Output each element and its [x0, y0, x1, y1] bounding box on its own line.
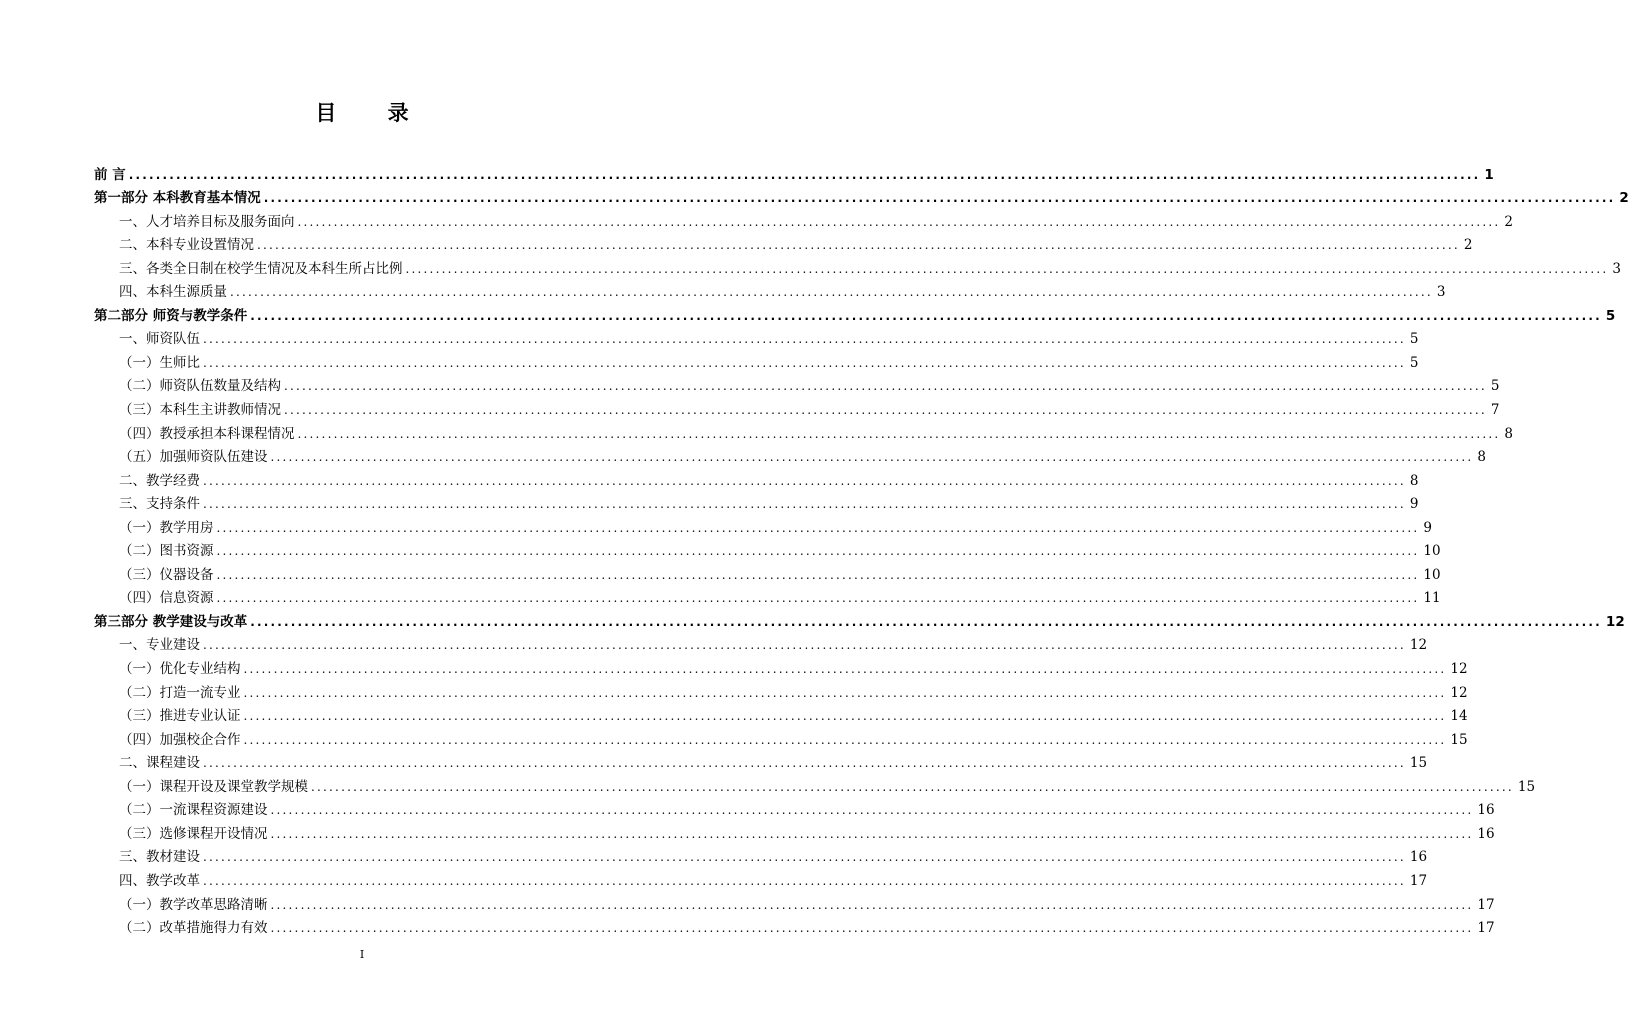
toc-entry-label: （一）优化专业结构 — [119, 661, 241, 678]
toc-entry-label: 第三部分 教学建设与改革 — [94, 613, 248, 630]
toc-entry-page: 11 — [1423, 590, 1441, 607]
toc-entry-page: 3 — [1612, 260, 1621, 277]
toc-entry[interactable] — [94, 771, 1536, 795]
toc-entry-label: （五）加强师资队伍建设 — [119, 449, 268, 466]
toc-entry-page: 8 — [1504, 425, 1513, 442]
toc-leader-dots: ........................................................................................................................................................................................................ — [250, 614, 1602, 629]
toc-entry-label: （一）课程开设及课堂教学规模 — [119, 778, 308, 795]
toc-entry[interactable] — [94, 159, 1494, 183]
toc-entry-label: （三）推进专业认证 — [119, 708, 241, 725]
toc-leader-dots: ........................................................................................................................................................................................................ — [243, 709, 1447, 724]
toc-leader-dots: ........................................................................................................................................................................................................ — [203, 332, 1406, 347]
toc-entry[interactable] — [94, 371, 1500, 395]
toc-entry-label: （一）教学改革思路清晰 — [119, 896, 268, 913]
toc-entry[interactable] — [94, 606, 1625, 630]
toc-entry-label: 四、本科生源质量 — [119, 284, 227, 301]
toc-entry-label: 三、支持条件 — [119, 496, 200, 513]
toc-entry[interactable] — [94, 418, 1513, 442]
toc-entry[interactable] — [94, 512, 1432, 536]
toc-entry[interactable] — [94, 630, 1428, 654]
toc-entry-page: 3 — [1436, 284, 1446, 301]
toc-entry[interactable] — [94, 865, 1428, 889]
toc-leader-dots: ........................................................................................................................................................................................................ — [216, 520, 1420, 535]
toc-entry-page: 12 — [1450, 684, 1468, 701]
toc-entry-page: 2 — [1463, 237, 1473, 254]
toc-entry-label: （二）一流课程资源建设 — [119, 802, 268, 819]
toc-leader-dots: ........................................................................................................................................................................................................ — [203, 473, 1406, 488]
toc-entry[interactable] — [94, 536, 1441, 560]
toc-entry-label: 一、专业建设 — [119, 637, 200, 654]
toc-entry[interactable] — [94, 442, 1486, 466]
toc-entry-label: 二、教学经费 — [119, 472, 200, 489]
toc-entry-label: （二）师资队伍数量及结构 — [119, 378, 281, 395]
toc-leader-dots: ........................................................................................................................................................................................................ — [297, 214, 1501, 229]
toc-entry-page: 14 — [1450, 708, 1468, 725]
toc-leader-dots: ........................................................................................................................................................................................................ — [216, 567, 1420, 582]
toc-leader-dots: ........................................................................................................................................................................................................ — [263, 191, 1616, 206]
table-of-contents — [94, 159, 1629, 937]
toc-entry-label: 第一部分 本科教育基本情况 — [94, 190, 261, 207]
toc-entry-label: （三）本科生主讲教师情况 — [119, 402, 281, 419]
toc-entry[interactable] — [94, 889, 1495, 913]
toc-leader-dots: ........................................................................................................................................................................................................ — [284, 403, 1487, 418]
toc-leader-dots: ........................................................................................................................................................................................................ — [230, 285, 1433, 300]
toc-entry-label: （四）加强校企合作 — [119, 731, 241, 748]
toc-entry-label: 二、课程建设 — [119, 755, 200, 772]
toc-leader-dots: ........................................................................................................................................................................................................ — [270, 826, 1474, 841]
toc-leader-dots: ........................................................................................................................................................................................................ — [203, 850, 1406, 865]
toc-entry-page: 5 — [1409, 354, 1419, 371]
toc-entry-page: 9 — [1409, 496, 1419, 513]
toc-entry[interactable] — [94, 795, 1495, 819]
toc-entry[interactable] — [94, 677, 1468, 701]
toc-leader-dots: ........................................................................................................................................................................................................ — [284, 379, 1487, 394]
toc-entry-label: （三）选修课程开设情况 — [119, 825, 268, 842]
toc-leader-dots: ........................................................................................................................................................................................................ — [297, 426, 1501, 441]
toc-leader-dots: ........................................................................................................................................................................................................ — [203, 756, 1406, 771]
toc-leader-dots: ........................................................................................................................................................................................................ — [270, 897, 1474, 912]
toc-leader-dots: ........................................................................................................................................................................................................ — [405, 261, 1609, 276]
toc-entry-label: （一）教学用房 — [119, 519, 214, 536]
toc-entry-label: （一）生师比 — [119, 354, 200, 371]
toc-entry-page: 15 — [1409, 755, 1428, 772]
toc-leader-dots: ........................................................................................................................................................................................................ — [216, 544, 1420, 559]
toc-entry-page: 8 — [1409, 472, 1419, 489]
toc-entry[interactable] — [94, 206, 1513, 230]
toc-leader-dots: ........................................................................................................................................................................................................ — [216, 591, 1420, 606]
toc-entry-label: （二）图书资源 — [119, 543, 214, 560]
toc-entry[interactable] — [94, 724, 1468, 748]
toc-leader-dots: ........................................................................................................................................................................................................ — [270, 921, 1474, 936]
toc-leader-dots: ........................................................................................................................................................................................................ — [270, 450, 1474, 465]
toc-entry-label: 四、教学改革 — [119, 872, 200, 889]
toc-entry-page: 12 — [1450, 661, 1468, 678]
page-title: 目 录 — [315, 101, 431, 125]
toc-entry-label: 一、人才培养目标及服务面向 — [119, 213, 295, 230]
toc-entry-page: 16 — [1477, 825, 1495, 842]
toc-leader-dots: ........................................................................................................................................................................................................ — [243, 732, 1447, 747]
toc-entry-page: 2 — [1504, 213, 1513, 230]
toc-leader-dots: ........................................................................................................................................................................................................ — [311, 779, 1514, 794]
toc-entry[interactable] — [94, 489, 1419, 513]
toc-entry[interactable] — [94, 230, 1473, 254]
toc-entry[interactable] — [94, 748, 1428, 772]
toc-leader-dots: ........................................................................................................................................................................................................ — [128, 167, 1481, 182]
toc-leader-dots: ........................................................................................................................................................................................................ — [250, 308, 1602, 323]
toc-leader-dots: ........................................................................................................................................................................................................ — [203, 355, 1406, 370]
toc-entry[interactable] — [94, 324, 1419, 348]
toc-entry-page: 17 — [1477, 920, 1495, 937]
toc-entry-page: 5 — [1409, 331, 1419, 348]
toc-entry-label: 二、本科专业设置情况 — [119, 237, 254, 254]
toc-entry-label: 三、各类全日制在校学生情况及本科生所占比例 — [119, 260, 403, 277]
toc-entry-label: 三、教材建设 — [119, 849, 200, 866]
toc-entry-page: 17 — [1477, 896, 1495, 913]
toc-entry[interactable] — [94, 913, 1495, 937]
toc-entry-label: （二）改革措施得力有效 — [119, 920, 268, 937]
page-number-footer: I — [359, 948, 365, 961]
toc-leader-dots: ........................................................................................................................................................................................................ — [270, 803, 1474, 818]
toc-entry-page: 15 — [1450, 731, 1468, 748]
toc-entry-page: 16 — [1477, 802, 1495, 819]
toc-entry-page: 9 — [1423, 519, 1432, 536]
toc-entry[interactable] — [94, 394, 1500, 419]
toc-entry[interactable] — [94, 583, 1441, 607]
toc-entry[interactable] — [94, 653, 1468, 678]
toc-entry[interactable] — [94, 818, 1495, 842]
toc-entry-page: 12 — [1605, 613, 1625, 630]
toc-entry-page: 2 — [1619, 190, 1629, 207]
toc-entry[interactable] — [94, 347, 1419, 371]
toc-entry-label: 前 言 — [94, 166, 126, 183]
toc-entry-label: 第二部分 师资与教学条件 — [94, 307, 248, 324]
toc-entry-page: 10 — [1423, 543, 1441, 560]
toc-entry[interactable] — [94, 277, 1446, 301]
toc-entry[interactable] — [94, 842, 1428, 866]
toc-entry[interactable] — [94, 183, 1629, 207]
toc-entry-page: 15 — [1517, 778, 1536, 795]
toc-entry-page: 5 — [1490, 378, 1500, 395]
toc-entry-page: 12 — [1409, 637, 1428, 654]
toc-leader-dots: ........................................................................................................................................................................................................ — [203, 638, 1406, 653]
toc-entry[interactable] — [94, 253, 1621, 277]
toc-entry-label: （四）信息资源 — [119, 590, 214, 607]
toc-leader-dots: ........................................................................................................................................................................................................ — [203, 873, 1406, 888]
toc-entry-label: （三）仪器设备 — [119, 566, 214, 583]
toc-leader-dots: ........................................................................................................................................................................................................ — [243, 685, 1447, 700]
toc-entry[interactable] — [94, 701, 1468, 725]
toc-entry[interactable] — [94, 300, 1616, 324]
toc-entry-page: 16 — [1409, 849, 1428, 866]
toc-entry-page: 17 — [1409, 872, 1428, 889]
toc-entry-page: 7 — [1490, 402, 1500, 419]
toc-entry-page: 1 — [1484, 166, 1494, 183]
toc-leader-dots: ........................................................................................................................................................................................................ — [257, 238, 1460, 253]
toc-entry-page: 5 — [1605, 307, 1616, 324]
toc-leader-dots: ........................................................................................................................................................................................................ — [203, 497, 1406, 512]
toc-entry-label: （四）教授承担本科课程情况 — [119, 425, 295, 442]
toc-entry-page: 10 — [1423, 566, 1441, 583]
toc-entry-label: （二）打造一流专业 — [119, 684, 241, 701]
toc-entry[interactable] — [94, 465, 1419, 489]
toc-entry[interactable] — [94, 559, 1441, 583]
toc-entry-page: 8 — [1477, 449, 1486, 466]
toc-entry-label: 一、师资队伍 — [119, 331, 200, 348]
toc-leader-dots: ........................................................................................................................................................................................................ — [243, 662, 1447, 677]
